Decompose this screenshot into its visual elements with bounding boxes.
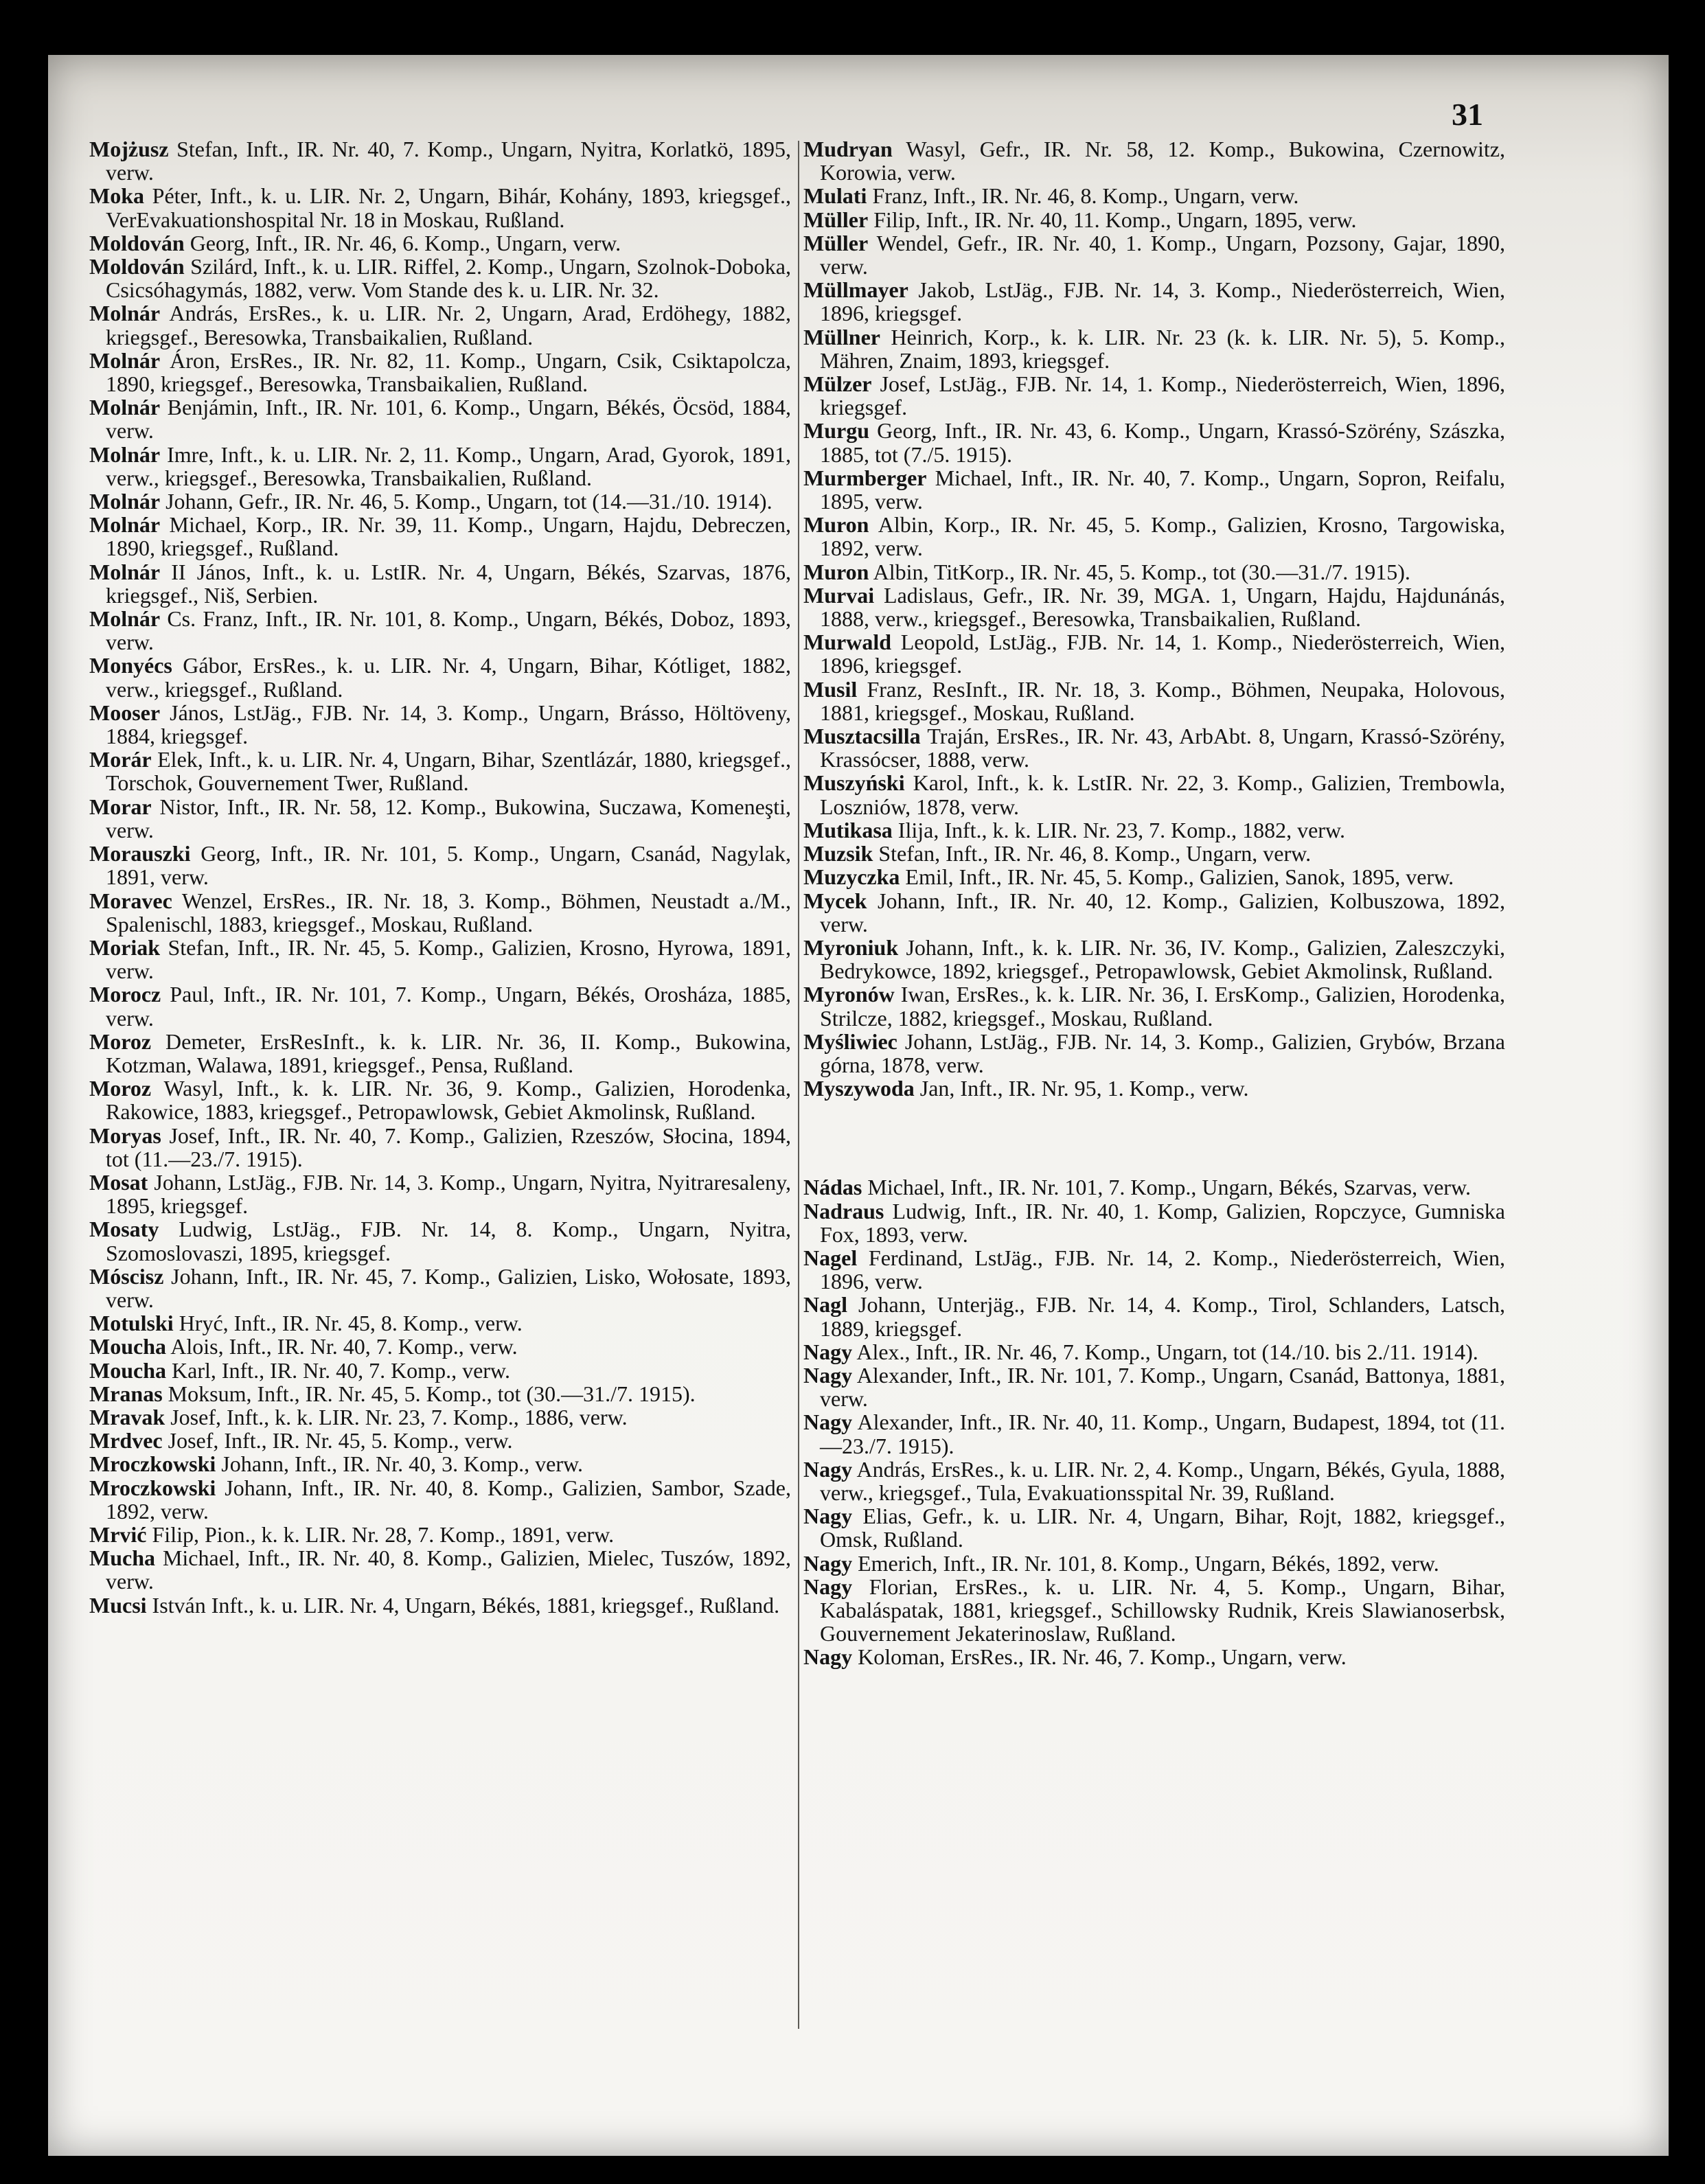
entry-surname: Mojżusz [89,137,169,161]
entry-surname: Müllner [803,324,880,349]
register-entry [89,607,791,654]
entry-details: Ludwig, LstJäg., FJB. Nr. 14, 8. Komp., Ungarn, Nyitra, Szomoslovaszi, 1895, kriegsgef. [106,1217,792,1265]
register-entry [803,1645,1505,1668]
entry-details: Ladislaus, Gefr., IR. Nr. 39, MGA. 1, Ungarn, Hajdu, Hajdunánás, 1888, verw., kriegsgef., Beresowka, Transbaikalien, Rußland. [820,582,1506,632]
entry-surname: Nadraus [803,1198,884,1223]
entry-details: Emerich, Inft., IR. Nr. 101, 8. Komp., Ungarn, Békés, 1892, verw. [858,1550,1439,1576]
entry-surname: Nagl [803,1292,847,1318]
entry-details: Johann, Inft., IR. Nr. 40, 8. Komp., Galizien, Sambor, Szade, 1892, verw. [106,1475,792,1524]
right-column-m-entries [803,137,1505,1100]
entry-surname: Nádas [803,1175,862,1200]
register-entry [89,301,791,348]
entry-surname: Molnár [89,489,161,514]
register-entry [803,513,1505,560]
entry-details: Filip, Pion., k. k. LIR. Nr. 28, 7. Komp., 1891, verw. [152,1521,615,1547]
entry-surname: Moroz [89,1028,152,1054]
register-entry [89,184,791,231]
entry-details: Áron, ErsRes., IR. Nr. 82, 11. Komp., Ungarn, Csik, Csiktapolcza, 1890, kriegsgef., Beresowka, Transbaikalien, Rußland. [106,347,792,397]
register-entry [803,1030,1505,1077]
entry-surname: Moldován [89,254,185,279]
entry-details: Georg, Inft., IR. Nr. 101, 5. Komp., Ungarn, Csanád, Nagylak, 1891, verw. [106,841,792,890]
register-entry [803,889,1505,936]
entry-surname: Muron [803,512,869,538]
entry-surname: Molnár [89,347,161,373]
register-entry [89,654,791,700]
right-column [803,137,1505,1669]
entry-details: Michael, Inft., IR. Nr. 101, 7. Komp., Ungarn, Békés, Szarvas, verw. [867,1175,1471,1200]
entry-details: Wasyl, Inft., k. k. LIR. Nr. 36, 9. Komp., Galizien, Horodenka, Rakowice, 1883, kriegsgef., Petropawlowsk, Gebiet Akmolinsk, Rußland. [106,1076,792,1125]
entry-details: Johann, Unterjäg., FJB. Nr. 14, 4. Komp., Tirol, Schlanders, Latsch, 1889, kriegsgef. [820,1292,1506,1341]
register-entry [803,1077,1505,1100]
entry-surname: Molnár [89,512,161,538]
entry-surname: Moriak [89,934,161,960]
entry-details: Karol, Inft., k. k. LstIR. Nr. 22, 3. Komp., Galizien, Trembowla, Loszniów, 1878, verw. [820,770,1506,819]
right-column-n-entries [803,1175,1505,1668]
entry-details: Franz, ResInft., IR. Nr. 18, 3. Komp., Böhmen, Neupaka, Holovous, 1881, kriegsgef., Moskau, Rußland. [820,676,1506,725]
register-entry [803,466,1505,513]
register-entry [803,936,1505,982]
register-entry [89,1311,791,1335]
register-entry [803,1340,1505,1364]
entry-surname: Motulski [89,1311,174,1336]
register-entry [89,842,791,888]
entry-surname: Nagy [803,1550,853,1576]
entry-details: Heinrich, Korp., k. k. LIR. Nr. 23 (k. k. LIR. Nr. 5), 5. Komp., Mähren, Znaim, 1893, kriegsgef. [820,324,1506,373]
column-divider [798,141,799,2029]
entry-surname: Mrvić [89,1521,147,1547]
register-entry [89,889,791,936]
entry-surname: Morauszki [89,841,191,866]
entry-details: Franz, Inft., IR. Nr. 46, 8. Komp., Ungarn, verw. [872,183,1299,209]
entry-surname: Moucha [89,1357,166,1383]
entry-surname: Mranas [89,1381,163,1406]
register-entry [803,982,1505,1029]
register-entry [89,513,791,560]
entry-surname: Molnár [89,606,161,632]
entry-surname: Mroczkowski [89,1475,216,1500]
entry-details: Johann, Inft., k. k. LIR. Nr. 36, IV. Komp., Galizien, Zaleszczyki, Bedrykowce, 1892, kriegsgef., Petropawlowsk, Gebiet Akmolinsk, Rußland. [820,934,1506,984]
register-entry [803,1175,1505,1199]
page-number: 31 [1452,97,1483,132]
entry-details: Moksum, Inft., IR. Nr. 45, 5. Komp., tot (30.—31./7. 1915). [168,1381,696,1406]
register-entry [89,349,791,395]
entry-surname: Nagy [803,1410,853,1435]
entry-details: Karl, Inft., IR. Nr. 40, 7. Komp., verw. [172,1357,510,1383]
entry-surname: Mroczkowski [89,1451,216,1477]
entry-surname: Moravec [89,888,172,913]
entry-details: Iwan, ErsRes., k. k. LIR. Nr. 36, I. ErsKomp., Galizien, Horodenka, Strilcze, 1882, kriegsgef., Moskau, Rußland. [820,982,1506,1031]
entry-surname: Mutikasa [803,817,893,842]
entry-details: Georg, Inft., IR. Nr. 46, 6. Komp., Ungarn, verw. [190,230,621,255]
entry-details: Elek, Inft., k. u. LIR. Nr. 4, Ungarn, Bihar, Szentlázár, 1880, kriegsgef., Torschok, Gouvernement Twer, Rußland. [106,747,791,796]
entry-surname: Mülzer [803,371,872,397]
entry-surname: Nagel [803,1245,858,1270]
entry-details: Josef, Inft., IR. Nr. 40, 7. Komp., Galizien, Rzeszów, Słocina, 1894, tot (11.—23./7. 1915). [106,1123,791,1171]
entry-surname: Mudryan [803,137,893,161]
register-entry [803,372,1505,419]
entry-surname: Morocz [89,982,161,1007]
entry-details: Florian, ErsRes., k. u. LIR. Nr. 4, 5. Komp., Ungarn, Bihar, Kabaláspatak, 1881, kriegsgef., Schillowsky Rudnik, Kreis Slawianoserbsk, Gouvernement Jekaterinoslaw, Rußland. [820,1574,1506,1646]
entry-details: Nistor, Inft., IR. Nr. 58, 12. Komp., Bukowina, Suczawa, Komeneşti, verw. [106,794,792,842]
register-entry [89,936,791,982]
register-entry [803,771,1505,818]
entry-details: Michael, Korp., IR. Nr. 39, 11. Komp., Ungarn, Hajdu, Debreczen, 1890, kriegsgef., Rußland. [106,512,791,561]
entry-surname: Molnár [89,301,161,326]
entry-surname: Myroniuk [803,934,899,960]
register-entry [803,584,1505,630]
entry-details: Demeter, ErsResInft., k. k. LIR. Nr. 36, II. Komp., Bukowina, Kotzman, Walawa, 1891, kriegsgef., Pensa, Rußland. [106,1028,792,1077]
entry-surname: Myszywoda [803,1076,915,1101]
register-entry [89,560,791,607]
entry-details: Leopold, LstJäg., FJB. Nr. 14, 1. Komp., Niederösterreich, Wien, 1896, kriegsgef. [820,630,1506,678]
entry-surname: Nagy [803,1644,853,1670]
entry-surname: Nagy [803,1456,853,1482]
register-entry [89,443,791,490]
entry-details: Szilárd, Inft., k. u. LIR. Riffel, 2. Komp., Ungarn, Szolnok-Doboka, Csicsóhagymás, 1882, verw. Vom Stande des k. u. LIR. Nr. 32. [106,254,792,303]
left-column [89,137,791,1617]
entry-surname: Mulati [803,183,867,209]
entry-surname: Nagy [803,1574,853,1599]
register-entry [89,748,791,794]
register-entry [89,1077,791,1123]
register-entry [803,724,1505,771]
entry-details: Josef, Inft., IR. Nr. 45, 5. Komp., verw. [168,1428,513,1453]
entry-details: Alexander, Inft., IR. Nr. 40, 11. Komp., Ungarn, Budapest, 1894, tot (11.—23./7. 1915). [820,1410,1506,1458]
register-entry [89,795,791,842]
entry-details: Gábor, ErsRes., k. u. LIR. Nr. 4, Ungarn, Bihar, Kótliget, 1882, verw., kriegsgef., Rußland. [106,653,792,702]
register-entry [803,1199,1505,1246]
register-entry [89,1359,791,1382]
register-entry [803,1458,1505,1504]
register-entry [803,419,1505,465]
entry-details: Albin, TitKorp., IR. Nr. 45, 5. Komp., tot (30.—31./7. 1915). [873,559,1410,584]
entry-surname: Morar [89,794,152,819]
register-entry [803,231,1505,278]
entry-details: Péter, Inft., k. u. LIR. Nr. 2, Ungarn, Bihár, Kohány, 1893, kriegsgef., VerEvakuationshospital Nr. 18 in Moskau, Rußland. [106,183,792,232]
entry-details: Michael, Inft., IR. Nr. 40, 8. Komp., Galizien, Mielec, Tuszów, 1892, verw. [106,1545,792,1594]
register-entry [803,1575,1505,1646]
entry-details: András, ErsRes., k. u. LIR. Nr. 2, 4. Komp., Ungarn, Békés, Gyula, 1888, verw., kriegsgef., Tula, Evakuationsspital Nr. 39, Rußland. [820,1456,1506,1505]
entry-details: Johann, LstJäg., FJB. Nr. 14, 3. Komp., Galizien, Grybów, Brzana górna, 1878, verw. [820,1028,1506,1077]
register-entry [89,490,791,513]
register-entry [803,1410,1505,1457]
entry-surname: Musil [803,676,858,702]
entry-details: Koloman, ErsRes., IR. Nr. 46, 7. Komp., Ungarn, verw. [858,1644,1347,1670]
register-entry [89,1382,791,1405]
entry-details: Elias, Gefr., k. u. LIR. Nr. 4, Ungarn, Bihar, Rojt, 1882, kriegsgef., Omsk, Rußland. [820,1504,1506,1552]
entry-details: Georg, Inft., IR. Nr. 43, 6. Komp., Ungarn, Krassó-Szörény, Szászka, 1885, tot (7./5. 1915). [820,418,1506,467]
entry-surname: Muszyński [803,770,905,796]
register-entry [803,560,1505,584]
register-entry [803,184,1505,207]
register-entry [89,137,791,184]
entry-surname: Molnár [89,441,161,467]
register-entry [89,1335,791,1358]
entry-details: Johann, Inft., IR. Nr. 40, 3. Komp., verw. [221,1451,584,1477]
register-entry [803,678,1505,724]
entry-surname: Moldován [89,230,185,255]
register-entry [89,982,791,1029]
entry-surname: Moryas [89,1123,161,1148]
entry-details: Stefan, Inft., IR. Nr. 40, 7. Komp., Ungarn, Nyitra, Korlatkö, 1895, verw. [106,137,792,185]
entry-surname: Müllmayer [803,277,908,303]
entry-details: Jakob, LstJäg., FJB. Nr. 14, 3. Komp., Niederösterreich, Wien, 1896, kriegsgef. [820,277,1506,326]
register-entry [89,1429,791,1452]
register-entry [89,1452,791,1475]
register-entry [89,1405,791,1429]
entry-surname: Nagy [803,1504,853,1529]
entry-details: Michael, Inft., IR. Nr. 40, 7. Komp., Ungarn, Sopron, Reifalu, 1895, verw. [820,465,1506,514]
entry-details: Ilija, Inft., k. k. LIR. Nr. 23, 7. Komp., 1882, verw. [897,817,1345,842]
register-entry [89,1476,791,1523]
entry-surname: Mravak [89,1404,165,1429]
entry-details: Josef, Inft., k. k. LIR. Nr. 23, 7. Komp., 1886, verw. [170,1404,628,1429]
entry-surname: Murgu [803,418,869,444]
register-entry [803,630,1505,677]
entry-surname: Müller [803,230,869,255]
register-entry [89,231,791,255]
entry-details: Albin, Korp., IR. Nr. 45, 5. Komp., Galizien, Krosno, Targowiska, 1892, verw. [820,512,1505,561]
entry-details: Alois, Inft., IR. Nr. 40, 7. Komp., verw. [170,1334,518,1359]
entry-details: Josef, LstJäg., FJB. Nr. 14, 1. Komp., Niederösterreich, Wien, 1896, kriegsgef. [820,371,1505,420]
register-entry [803,1552,1505,1575]
entry-surname: Molnár [89,395,161,420]
register-entry [803,818,1505,842]
register-entry [803,1504,1505,1551]
entry-surname: Myśliwiec [803,1028,897,1054]
entry-surname: Muzyczka [803,864,900,890]
entry-surname: Nagy [803,1339,853,1364]
register-entry [803,865,1505,888]
entry-surname: Myronów [803,982,895,1007]
entry-details: Benjámin, Inft., IR. Nr. 101, 6. Komp., Ungarn, Békés, Öcsöd, 1884, verw. [106,395,792,444]
entry-surname: Moucha [89,1334,166,1359]
register-entry [89,1171,791,1217]
register-entry [89,1546,791,1593]
entry-surname: Mycek [803,888,867,913]
entry-surname: Muzsik [803,841,873,866]
register-entry [89,701,791,748]
register-entry [803,208,1505,231]
entry-details: András, ErsRes., k. u. LIR. Nr. 2, Ungarn, Arad, Erdöhegy, 1882, kriegsgef., Beresowka, Transbaikalien, Rußland. [106,301,792,349]
entry-details: Ludwig, Inft., IR. Nr. 40, 1. Komp, Galizien, Ropczyce, Gumniska Fox, 1893, verw. [820,1198,1506,1247]
entry-surname: Móscisz [89,1263,164,1289]
entry-details: Johann, Inft., IR. Nr. 40, 12. Komp., Galizien, Kolbuszowa, 1892, verw. [820,888,1506,936]
entry-surname: Murmberger [803,465,927,490]
register-entry [803,1246,1505,1293]
entry-surname: Musztacsilla [803,724,921,749]
entry-details: Johann, Gefr., IR. Nr. 46, 5. Komp., Ungarn, tot (14.—31./10. 1914). [165,489,773,514]
register-entry [803,842,1505,865]
entry-details: Hryć, Inft., IR. Nr. 45, 8. Komp., verw. [179,1311,523,1336]
entry-details: Paul, Inft., IR. Nr. 101, 7. Komp., Ungarn, Békés, Orosháza, 1885, verw. [106,982,792,1031]
entry-details: Stefan, Inft., IR. Nr. 45, 5. Komp., Galizien, Krosno, Hyrowa, 1891, verw. [106,934,792,984]
register-entry [89,1523,791,1546]
register-entry [89,1265,791,1311]
entry-surname: Nagy [803,1362,853,1388]
entry-surname: Moka [89,183,144,209]
register-entry [803,325,1505,372]
entry-details: Jan, Inft., IR. Nr. 95, 1. Komp., verw. [919,1076,1249,1101]
entry-surname: Morár [89,747,152,772]
entry-details: Wendel, Gefr., IR. Nr. 40, 1. Komp., Ungarn, Pozsony, Gajar, 1890, verw. [820,230,1506,279]
entry-surname: Mucha [89,1545,155,1571]
register-entry [89,1217,791,1264]
entry-details: Traján, ErsRes., IR. Nr. 43, ArbAbt. 8, Ungarn, Krassó-Szörény, Krassócser, 1888, verw. [820,724,1506,772]
entry-surname: Mooser [89,700,161,725]
entry-details: Alex., Inft., IR. Nr. 46, 7. Komp., Ungarn, tot (14./10. bis 2./11. 1914). [856,1339,1478,1364]
entry-details: Filip, Inft., IR. Nr. 40, 11. Komp., Ungarn, 1895, verw. [873,207,1357,232]
entry-surname: Murwald [803,630,891,655]
entry-details: Emil, Inft., IR. Nr. 45, 5. Komp., Galizien, Sanok, 1895, verw. [905,864,1454,890]
register-entry [803,137,1505,184]
register-entry [89,1030,791,1077]
entry-details: Cs. Franz, Inft., IR. Nr. 101, 8. Komp., Ungarn, Békés, Doboz, 1893, verw. [106,606,792,655]
entry-surname: Muron [803,559,869,584]
entry-details: Johann, LstJäg., FJB. Nr. 14, 3. Komp., Ungarn, Nyitra, Nyitraresaleny, 1895, kriegsgef. [106,1169,792,1219]
entry-details: Alexander, Inft., IR. Nr. 101, 7. Komp., Ungarn, Csanád, Battonya, 1881, verw. [820,1362,1506,1412]
entry-details: István Inft., k. u. LIR. Nr. 4, Ungarn, Békés, 1881, kriegsgef., Rußland. [152,1592,780,1618]
register-entry [89,395,791,442]
section-gap [803,1100,1505,1175]
entry-details: Wasyl, Gefr., IR. Nr. 58, 12. Komp., Bukowina, Czernowitz, Korowia, verw. [820,137,1505,185]
entry-surname: Mucsi [89,1592,147,1618]
entry-surname: Murvai [803,582,875,608]
entry-surname: Mosaty [89,1217,159,1242]
entry-details: Imre, Inft., k. u. LIR. Nr. 2, 11. Komp., Ungarn, Arad, Gyorok, 1891, verw., kriegsgef., Beresowka, Transbaikalien, Rußland. [106,441,791,490]
entry-surname: Monyécs [89,653,172,678]
entry-details: II János, Inft., k. u. LstIR. Nr. 4, Ungarn, Békés, Szarvas, 1876, kriegsgef., Niš, Serbien. [106,559,792,608]
entry-details: Wenzel, ErsRes., IR. Nr. 18, 3. Komp., Böhmen, Neustadt a./M., Spalenischl, 1883, kriegsgef., Moskau, Rußland. [106,888,792,936]
register-entry [803,1293,1505,1340]
register-entry [803,1364,1505,1410]
entry-details: Stefan, Inft., IR. Nr. 46, 8. Komp., Ungarn, verw. [878,841,1312,866]
register-entry [89,255,791,301]
entry-surname: Müller [803,207,869,232]
register-entry [803,278,1505,325]
entry-surname: Moroz [89,1076,152,1101]
entry-surname: Mrdvec [89,1428,163,1453]
register-entry [89,1594,791,1617]
entry-surname: Molnár [89,559,161,584]
entry-details: János, LstJäg., FJB. Nr. 14, 3. Komp., Ungarn, Brásso, Höltöveny, 1884, kriegsgef. [106,700,792,749]
entry-details: Johann, Inft., IR. Nr. 45, 7. Komp., Galizien, Lisko, Wołosate, 1893, verw. [106,1263,792,1312]
entry-surname: Mosat [89,1169,148,1195]
register-entry [89,1124,791,1171]
entry-details: Ferdinand, LstJäg., FJB. Nr. 14, 2. Komp., Niederösterreich, Wien, 1896, verw. [820,1245,1506,1294]
